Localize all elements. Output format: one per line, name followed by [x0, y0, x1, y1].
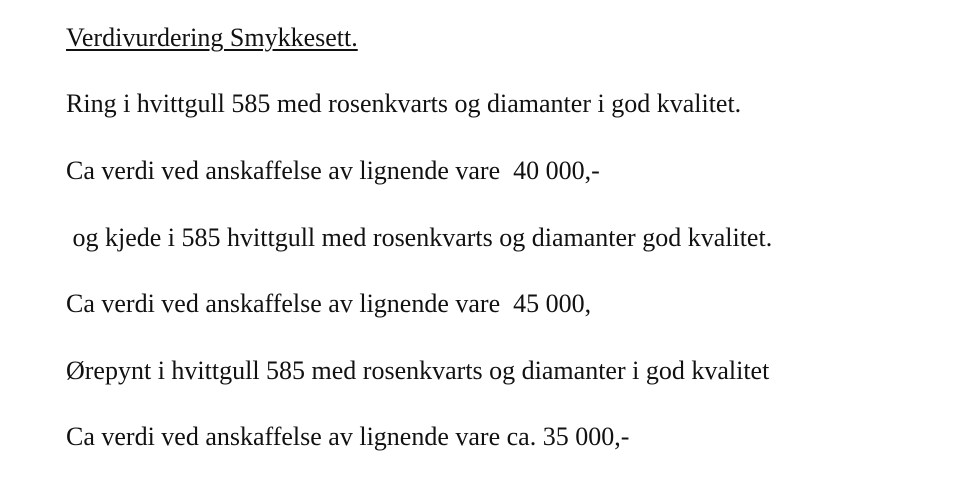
ring-description: Ring i hvittgull 585 med rosenkvarts og diamanter i god kvalitet. — [66, 89, 742, 118]
necklace-value: Ca verdi ved anskaffelse av lignende vare 45 000, — [66, 289, 592, 318]
necklace-description: og kjede i 585 hvittgull med rosenkvarts og diamanter god kvalitet. — [66, 223, 773, 252]
ring-value: Ca verdi ved anskaffelse av lignende vare 40 000,- — [66, 156, 600, 185]
earrings-value: Ca verdi ved anskaffelse av lignende vare ca. 35 000,- — [66, 422, 630, 451]
document-title: Verdivurdering Smykkesett. — [66, 23, 358, 52]
earrings-description: Ørepynt i hvittgull 585 med rosenkvarts og diamanter i god kvalitet — [66, 356, 770, 385]
